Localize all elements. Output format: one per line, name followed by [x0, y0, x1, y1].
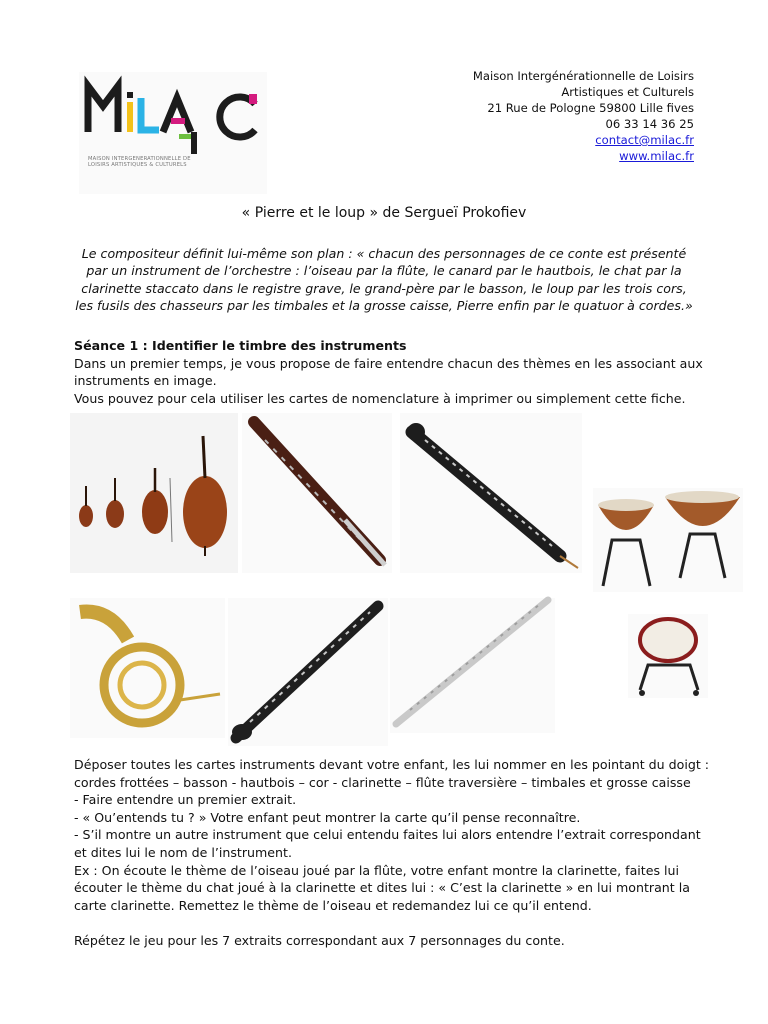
instructions-paragraph-3: - « Ou’entends tu ? » Votre enfant peut montrer la carte qu’il pense reconnaître.	[74, 809, 581, 825]
address-block	[434, 68, 694, 164]
session-heading: Séance 1 : Identifier le timbre des instruments	[74, 338, 407, 353]
bass-drum-image	[628, 614, 708, 698]
session-line-1: Dans un premier temps, je vous propose de faire entendre chacun des thèmes en les associant aux instruments en image.	[74, 355, 703, 389]
timpani-image	[593, 488, 743, 592]
email-link[interactable]: contact@milac.fr	[595, 133, 694, 147]
address-street: 21 Rue de Pologne 59800 Lille fives	[487, 101, 694, 115]
instructions-paragraph-4: - S’il montre un autre instrument que celui entendu faites lui alors entendre l’extrait correspondant et dites lui le nom de l’instrument.	[74, 827, 701, 860]
address-line-1: Maison Intergénérationnelle de Loisirs	[472, 69, 694, 83]
address-phone: 06 33 14 36 25	[605, 117, 694, 131]
composer-quote: Le compositeur définit lui-même son plan : « chacun des personnages de ce conte est présenté par un instrument de l’orchestre : l’oiseau par la flûte, le canard par le hautbois, le chat par la clarinette staccato dans le registre grave, le grand-père par le basson, le loup par les trois cors, les fusils des chasseurs par les timbales et la grosse caisse, Pierre enfin par le quatuor à cordes.»	[75, 246, 693, 314]
address-line-2: Artistiques et Culturels	[561, 85, 694, 99]
instructions-paragraph-5: Ex : On écoute le thème de l’oiseau joué par la flûte, votre enfant montre la clarinette, faites lui écouter le thème du chat joué à la clarinette et dites lui : « C’est la clarinette » en lui montrant la carte clarinette. Remettez le thème de l’oiseau et redemandez lui ce qu’il entend.	[74, 862, 690, 913]
logo-subtitle: MAISON INTERGENERATIONNELLE DE LOISIRS ARTISTIQUES & CULTURELS	[88, 156, 191, 168]
string-quartet-image	[70, 413, 238, 573]
session-intro	[74, 337, 714, 407]
clarinet-image	[228, 598, 388, 746]
bassoon-image	[242, 413, 392, 573]
page-title: « Pierre et le loup » de Sergueï Prokofiev	[241, 205, 527, 221]
milac-logo-letters-icon	[79, 72, 267, 156]
flute-image	[390, 598, 555, 733]
french-horn-image	[70, 598, 225, 738]
website-link[interactable]: www.milac.fr	[619, 149, 694, 163]
session-line-2: Vous pouvez pour cela utiliser les cartes de nomenclature à imprimer ou simplement cette fiche.	[74, 390, 686, 406]
paragraph-spacer	[74, 914, 714, 932]
instructions-paragraph-6: Répétez le jeu pour les 7 extraits correspondant aux 7 personnages du conte.	[74, 932, 565, 948]
milac-logo	[79, 72, 267, 194]
instructions-paragraph-2: - Faire entendre un premier extrait.	[74, 792, 297, 808]
oboe-image	[400, 413, 582, 573]
instructions	[74, 756, 714, 950]
instructions-paragraph-1: Déposer toutes les cartes instruments devant votre enfant, les lui nommer en les pointant du doigt : cordes frottées – basson - hautbois – cor - clarinette – flûte traversière – timbales et grosse caisse	[74, 757, 710, 790]
